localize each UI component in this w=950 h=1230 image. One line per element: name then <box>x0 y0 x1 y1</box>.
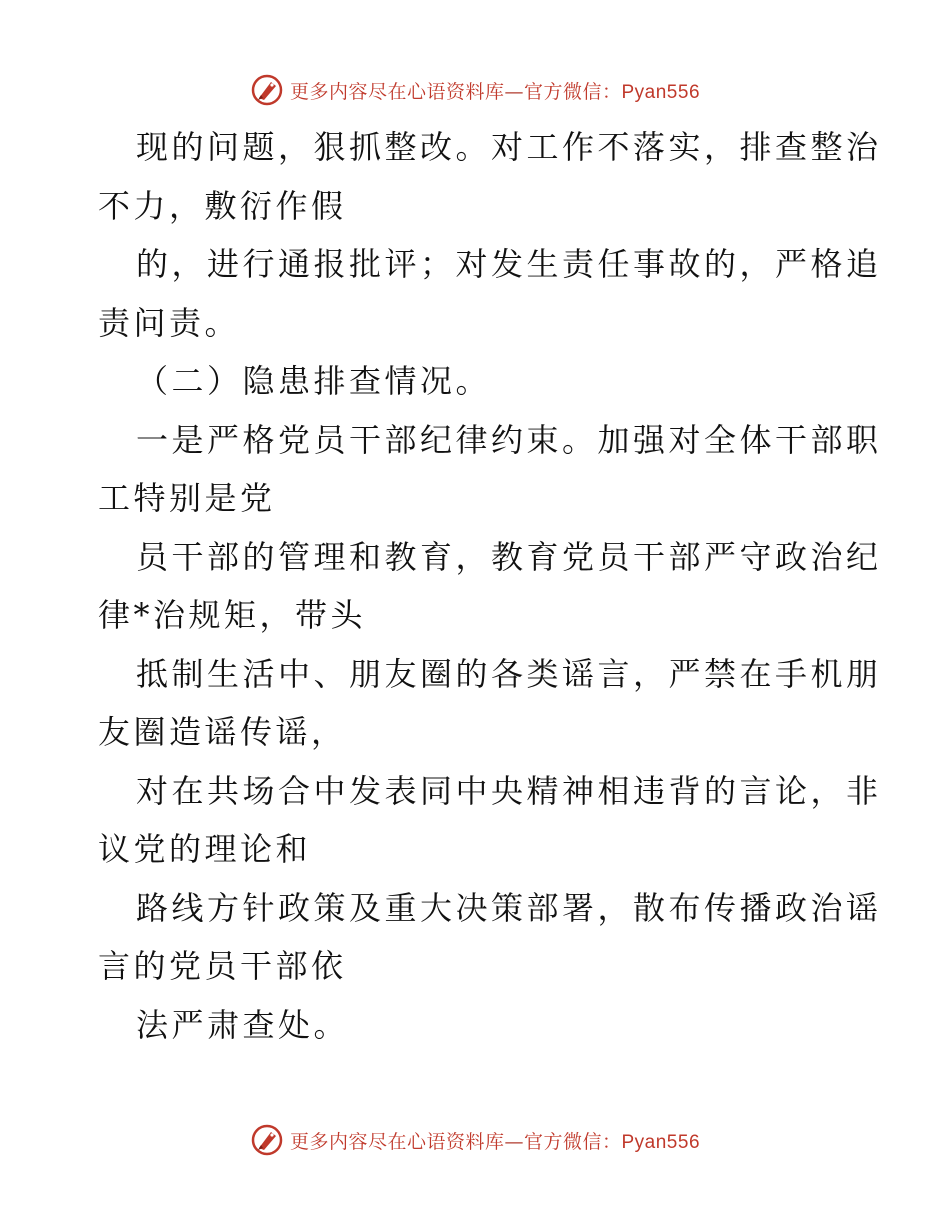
body-line: 言的党员干部依 <box>98 947 347 985</box>
pen-nib-logo-icon <box>250 73 284 107</box>
body-line: 抵制生活中、朋友圈的各类谣言，严禁在手机朋 <box>136 654 882 693</box>
body-line: 路线方针政策及重大决策部署，散布传播政治谣 <box>136 888 882 927</box>
document-body <box>98 118 882 1054</box>
body-line: 法严肃查处。 <box>136 1005 350 1044</box>
watermark-contact: Pyan556 <box>621 1131 701 1153</box>
header-watermark-banner <box>0 70 950 110</box>
watermark-label: 官方微信： <box>523 80 622 103</box>
watermark-label: 官方微信： <box>523 1130 622 1153</box>
body-line: 律*治规矩，带头 <box>98 596 367 634</box>
body-line: 工特别是党 <box>98 479 276 517</box>
body-line: 不力，敷衍作假 <box>98 186 347 225</box>
section-heading: （二）隐患排查情况。 <box>136 362 492 400</box>
watermark-text <box>290 1127 700 1154</box>
watermark-dash: — <box>504 80 524 103</box>
watermark-dash: — <box>504 1130 524 1153</box>
body-line: 对在共场合中发表同中央精神相违背的言论，非 <box>136 771 882 810</box>
body-line: 一是严格党员干部纪律约束。加强对全体干部职 <box>136 420 882 459</box>
watermark-text <box>290 77 700 104</box>
watermark-brand: 更多内容尽在心语资料库 <box>289 80 505 103</box>
body-line: 现的问题，狠抓整改。对工作不落实，排查整治 <box>136 128 882 166</box>
body-line: 友圈造谣传谣， <box>98 713 347 751</box>
watermark-contact: Pyan556 <box>621 81 701 103</box>
watermark-brand: 更多内容尽在心语资料库 <box>289 1130 505 1153</box>
pen-nib-logo-icon <box>250 1123 284 1157</box>
footer-watermark-banner <box>0 1120 950 1160</box>
body-line: 议党的理论和 <box>98 830 312 868</box>
body-line: 员干部的管理和教育，教育党员干部严守政治纪 <box>136 537 882 576</box>
body-line: 责问责。 <box>98 303 241 342</box>
body-line: 的，进行通报批评；对发生责任事故的，严格追 <box>136 245 882 283</box>
